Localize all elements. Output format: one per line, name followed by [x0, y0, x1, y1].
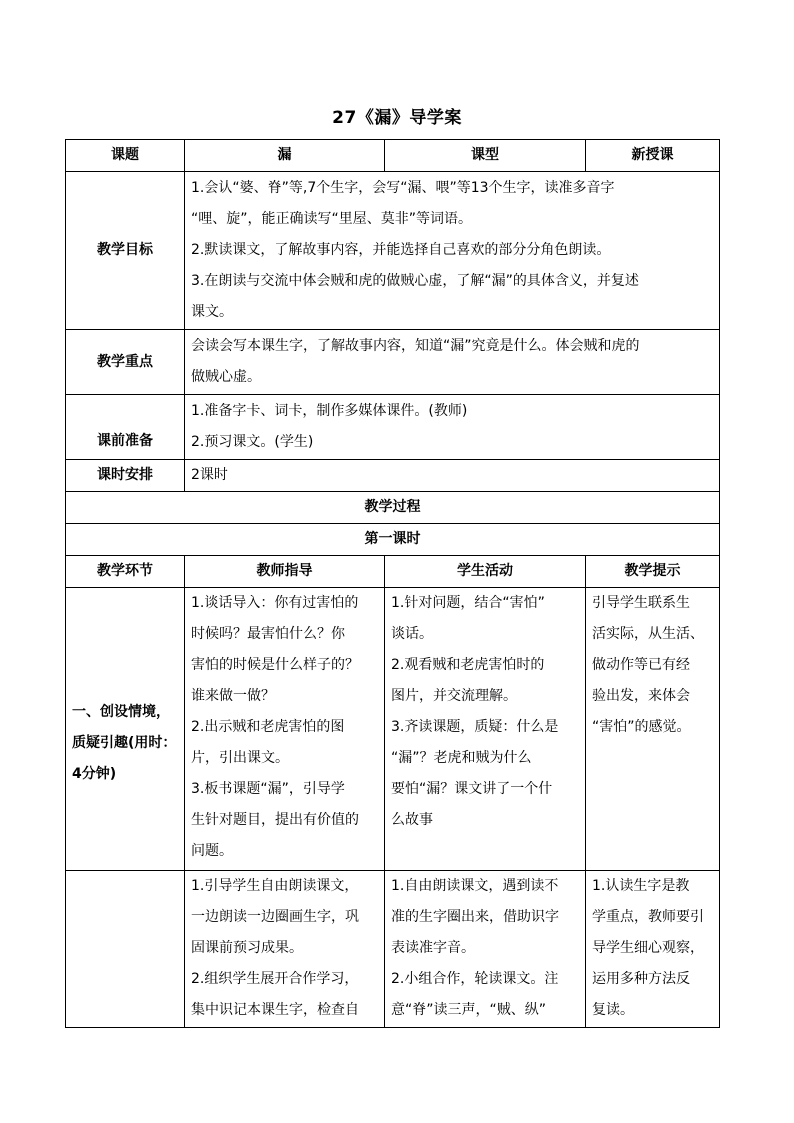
teacher-line: 1.引导学生自由朗读课文，: [191, 878, 359, 894]
teacher-line: 2.组织学生展开合作学习，: [191, 971, 359, 987]
key-point-line: 做贼心虚。: [191, 369, 261, 385]
column-header-student: 学生活动: [385, 556, 586, 588]
stage-cell: [66, 871, 185, 1028]
preparation-row: [66, 395, 720, 460]
stage-line: 质疑引趣(用时：: [72, 734, 177, 751]
tip-line: 验出发，来体会: [592, 688, 690, 704]
student-line: 准的生字圈出来，借助识字: [391, 909, 559, 925]
tip-line: 1.认读生字是教: [592, 878, 690, 894]
table-row: [66, 871, 720, 1028]
teacher-line: 固课前预习成果。: [191, 940, 303, 956]
preparation-line: 2.预习课文。(学生): [191, 434, 314, 450]
objective-line: “哩、旋”，能正确读写“里屋、莫非”等词语。: [191, 211, 473, 227]
student-line: 2.小组合作，轮读课文。注: [391, 971, 559, 987]
objectives-row: [66, 172, 720, 330]
student-line: 3.齐读课题，质疑：什么是: [391, 719, 559, 735]
topic-label: 课题: [66, 140, 185, 172]
objective-line: 课文。: [191, 304, 233, 320]
student-line: 2.观看贼和老虎害怕时的: [391, 657, 545, 673]
student-line: 1.针对问题，结合“害怕”: [391, 595, 545, 611]
schedule-value: 2课时: [185, 460, 720, 492]
type-value: 新授课: [586, 140, 720, 172]
student-line: 图片，并交流理解。: [391, 688, 517, 704]
teacher-line: 生针对题目，提出有价值的: [191, 812, 359, 828]
preparation-line: 1.准备字卡、词卡，制作多媒体课件。(教师): [191, 403, 468, 419]
process-title: 教学过程: [66, 492, 720, 524]
page-title: 27《漏》导学案: [332, 108, 462, 128]
schedule-label: 课时安排: [66, 460, 185, 492]
objectives-label: 教学目标: [66, 172, 185, 330]
column-header-teacher: 教师指导: [185, 556, 385, 588]
key-points-content: [185, 330, 720, 395]
student-line: 要怕“漏？课文讲了一个什: [391, 781, 553, 797]
student-line: 1.自由朗读课文，遇到读不: [391, 878, 559, 894]
tip-line: 运用多种方法反: [592, 971, 690, 987]
tip-cell: [586, 588, 720, 871]
student-line: “漏”？老虎和贼为什么: [391, 750, 532, 766]
tip-line: 学重点，教师要引: [592, 909, 704, 925]
teacher-line: 谁来做一做？: [191, 688, 275, 704]
preparation-label: 课前准备: [66, 395, 185, 460]
student-line: 表读准字音。: [391, 940, 475, 956]
objective-line: 1.会认“婆、脊”等,7个生字，会写“漏、喂”等13个生字，读准多音字: [191, 180, 615, 196]
tip-cell: [586, 871, 720, 1028]
type-label: 课型: [385, 140, 586, 172]
lesson-plan-table: [65, 139, 720, 1028]
tip-line: 引导学生联系生: [592, 595, 690, 611]
teacher-line: 2.出示贼和老虎害怕的图: [191, 719, 345, 735]
key-point-line: 会读会写本课生字，了解故事内容，知道“漏”究竟是什么。体会贼和虎的: [191, 338, 640, 354]
stage-line: 4分钟): [72, 765, 117, 782]
schedule-row: [66, 460, 720, 492]
student-cell: [385, 871, 586, 1028]
teacher-line: 一边朗读一边圈画生字，巩: [191, 909, 359, 925]
topic-row: [66, 140, 720, 172]
objective-line: 3.在朗读与交流中体会贼和虎的做贼心虚，了解“漏”的具体含义，并复述: [191, 273, 639, 289]
lesson-title-row: [66, 524, 720, 556]
tip-line: 做动作等已有经: [592, 657, 690, 673]
student-line: 么故事: [391, 812, 433, 828]
teacher-line: 集中识记本课生字，检查自: [191, 1002, 359, 1018]
key-points-row: [66, 330, 720, 395]
stage-cell: [66, 588, 185, 871]
teacher-line: 3.板书课题“漏”，引导学: [191, 781, 345, 797]
teacher-line: 1.谈话导入：你有过害怕的: [191, 595, 359, 611]
table-row: [66, 588, 720, 871]
teacher-line: 片，引出课文。: [191, 750, 289, 766]
student-line: 谈话。: [391, 626, 433, 642]
teacher-cell: [185, 871, 385, 1028]
stage-line: 一、创设情境，: [72, 703, 170, 720]
tip-line: “害怕”的感觉。: [592, 719, 691, 735]
process-title-row: [66, 492, 720, 524]
teacher-line: 害怕的时候是什么样子的？: [191, 657, 359, 673]
column-header-stage: 教学环节: [66, 556, 185, 588]
key-points-label: 教学重点: [66, 330, 185, 395]
teacher-cell: [185, 588, 385, 871]
tip-line: 导学生细心观察，: [592, 940, 704, 956]
teacher-line: 时候吗？最害怕什么？你: [191, 626, 345, 642]
tip-line: 复读。: [592, 1002, 634, 1018]
objective-line: 2.默读课文，了解故事内容，并能选择自己喜欢的部分分角色朗读。: [191, 242, 611, 258]
lesson-title: 第一课时: [66, 524, 720, 556]
teacher-line: 问题。: [191, 843, 233, 859]
column-header-tip: 教学提示: [586, 556, 720, 588]
topic-value: 漏: [185, 140, 385, 172]
student-cell: [385, 588, 586, 871]
column-header-row: [66, 556, 720, 588]
student-line: 意“脊”读三声，“贼、纵”: [391, 1002, 547, 1018]
objectives-content: [185, 172, 720, 330]
preparation-content: [185, 395, 720, 460]
tip-line: 活实际，从生活、: [592, 626, 704, 642]
